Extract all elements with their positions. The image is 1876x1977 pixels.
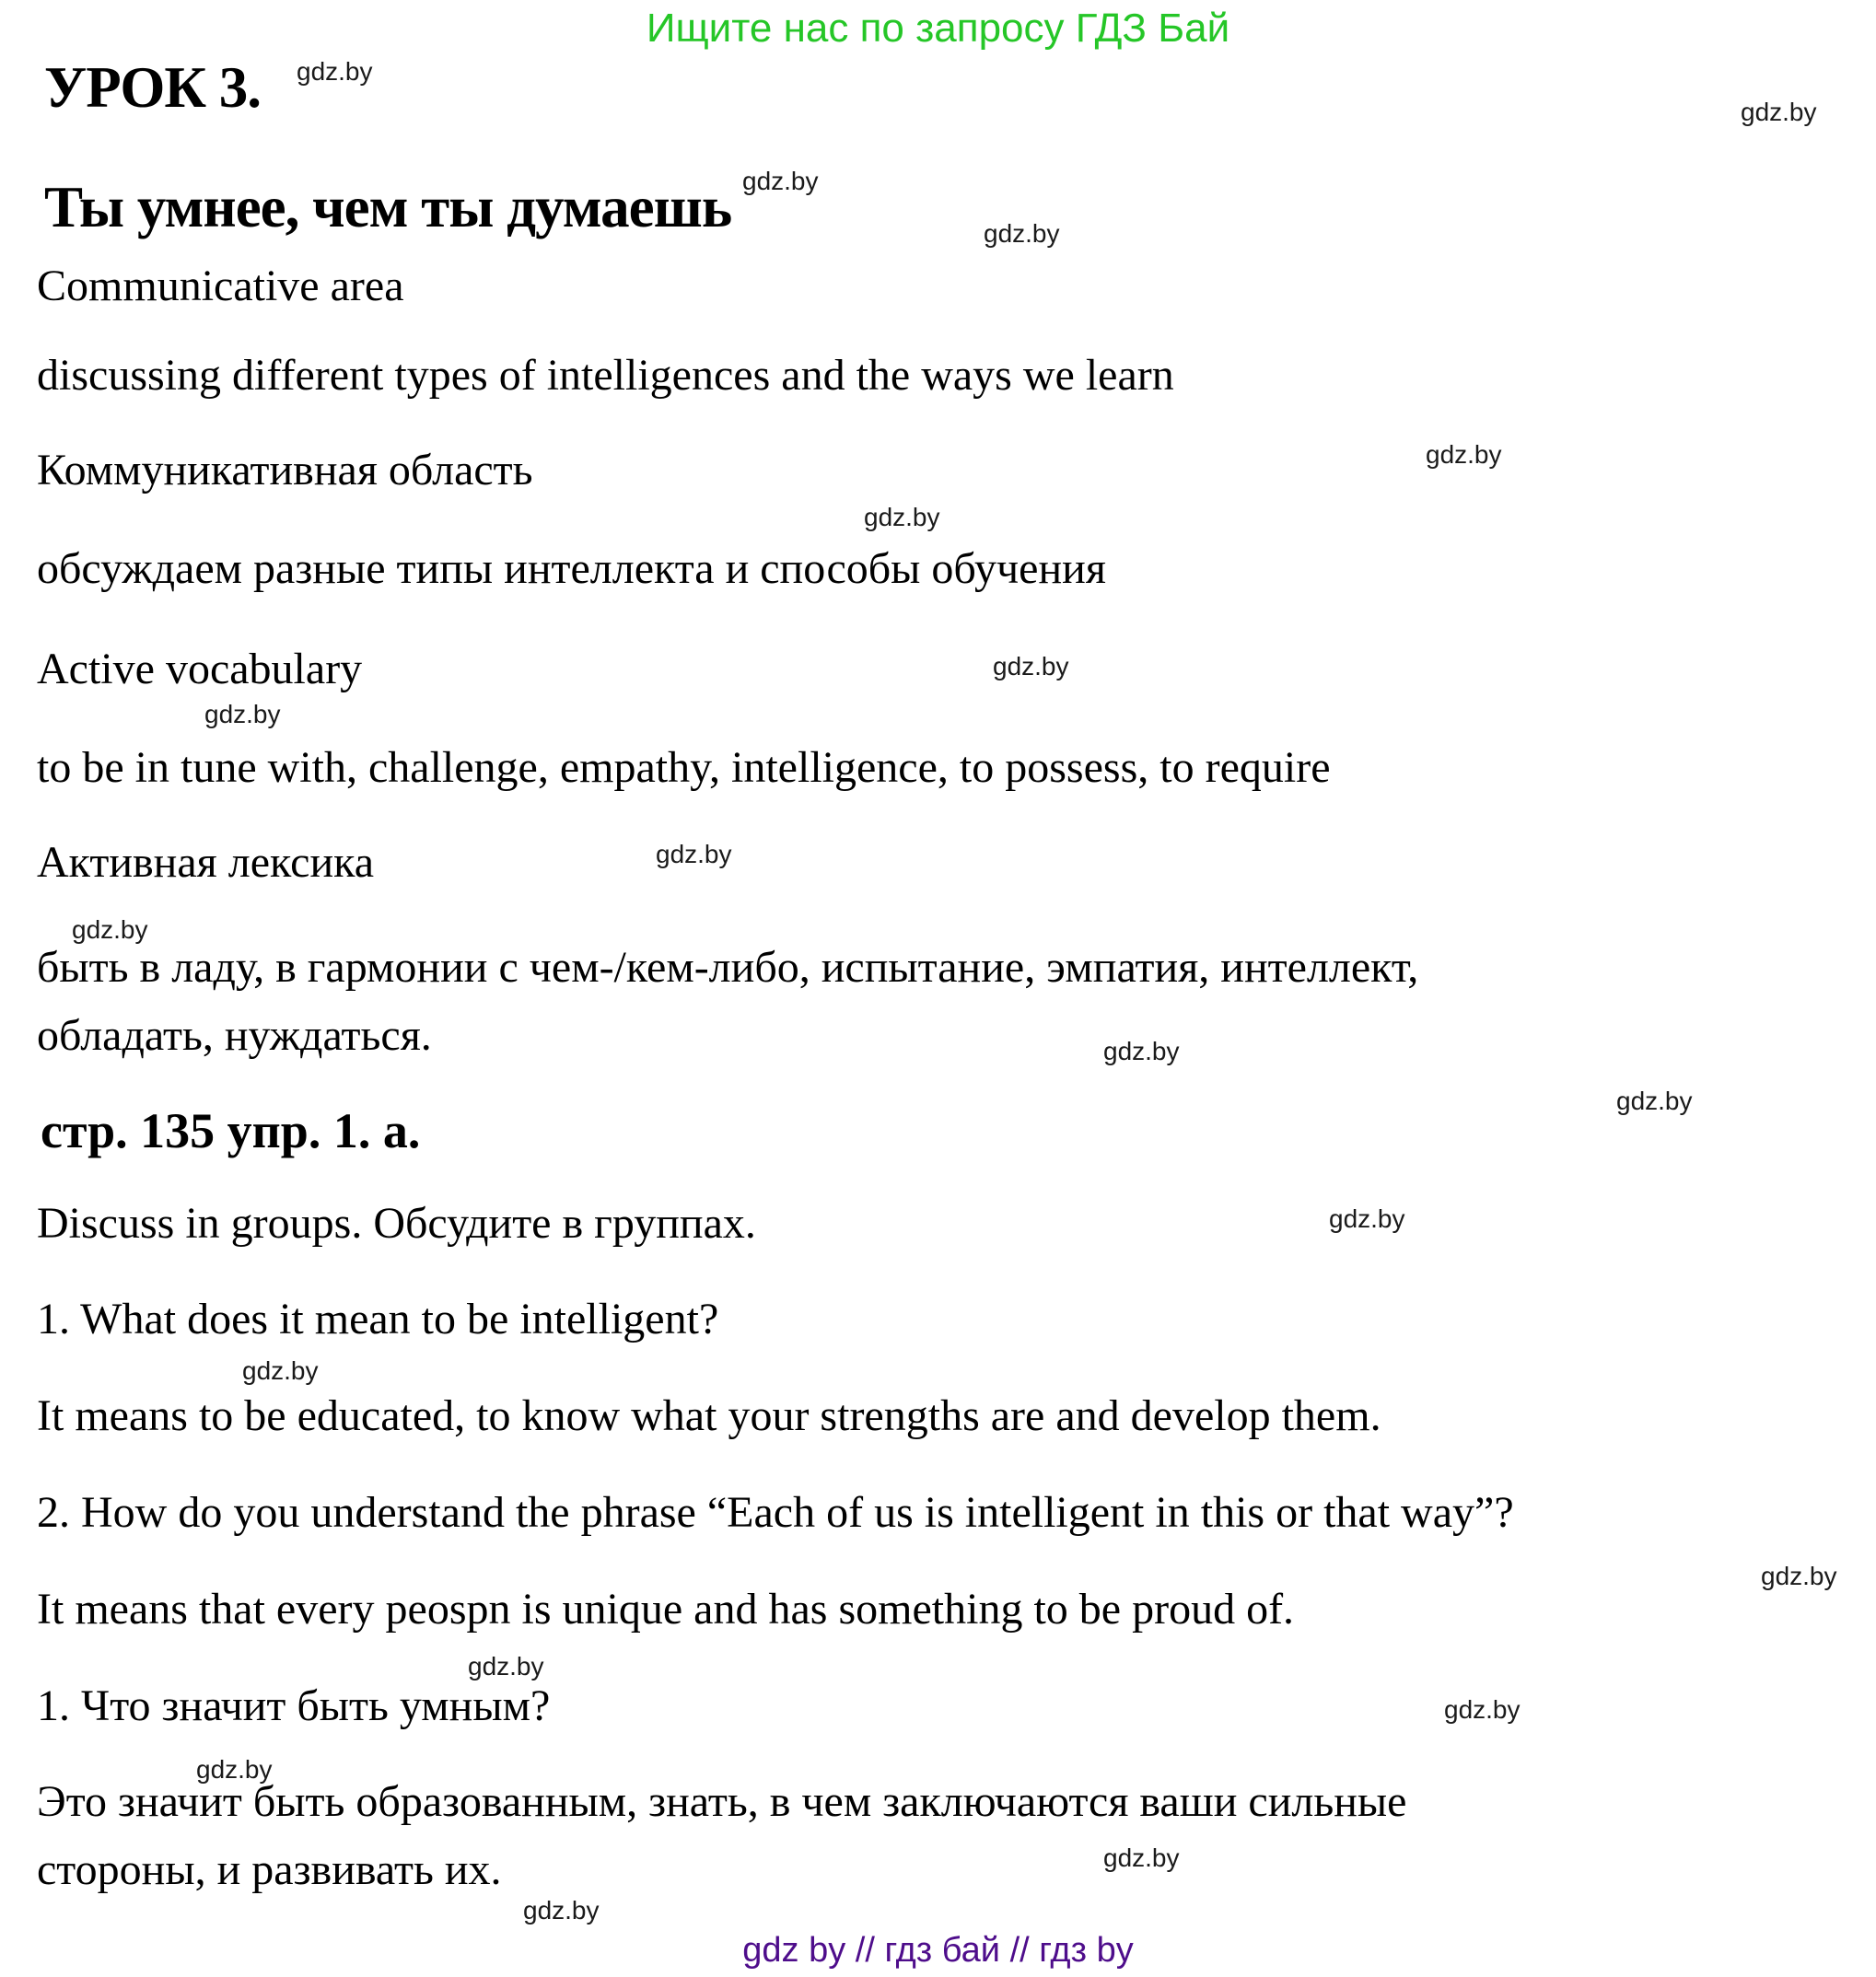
text-line: Active vocabulary xyxy=(37,645,363,693)
text-line: It means to be educated, to know what your strengths are and develop them. xyxy=(37,1391,1381,1440)
text-line: to be in tune with, challenge, empathy, intelligence, to possess, to require xyxy=(37,743,1331,792)
heading-line: стр. 135 упр. 1. а. xyxy=(41,1103,421,1158)
gdz-watermark: gdz.by xyxy=(742,167,819,195)
promo-banner: Ищите нас по запросу ГДЗ Бай xyxy=(646,6,1230,51)
heading-line: Ты умнее, чем ты думаешь xyxy=(44,175,732,239)
gdz-watermark: gdz.by xyxy=(1761,1562,1837,1590)
text-line: Discuss in groups. Обсудите в группах. xyxy=(37,1199,756,1248)
text-line: discussing different types of intelligences and the ways we learn xyxy=(37,351,1174,400)
text-line: обсуждаем разные типы интеллекта и способы обучения xyxy=(37,544,1106,593)
gdz-watermark: gdz.by xyxy=(1616,1087,1693,1115)
gdz-watermark: gdz.by xyxy=(864,503,940,531)
text-line: Активная лексика xyxy=(37,838,375,887)
text-line: Это значит быть образованным, знать, в чем заключаются ваши сильные xyxy=(37,1777,1407,1826)
gdz-watermark: gdz.by xyxy=(993,652,1069,680)
text-line: 1. What does it mean to be intelligent? xyxy=(37,1295,719,1343)
footer-watermark-line: gdz by // гдз бай // гдз by xyxy=(742,1931,1134,1970)
text-line: стороны, и развивать их. xyxy=(37,1845,502,1894)
gdz-watermark: gdz.by xyxy=(1329,1204,1405,1233)
text-line: обладать, нуждаться. xyxy=(37,1011,432,1060)
gdz-watermark: gdz.by xyxy=(204,700,281,728)
gdz-watermark: gdz.by xyxy=(297,57,373,86)
gdz-watermark: gdz.by xyxy=(196,1755,273,1784)
gdz-watermark: gdz.by xyxy=(1103,1037,1180,1065)
gdz-watermark: gdz.by xyxy=(468,1652,544,1680)
gdz-watermark: gdz.by xyxy=(523,1896,600,1925)
text-line: Коммуникативная область xyxy=(37,446,533,494)
gdz-watermark: gdz.by xyxy=(1103,1843,1180,1872)
gdz-watermark: gdz.by xyxy=(242,1356,319,1385)
gdz-watermark: gdz.by xyxy=(1741,98,1817,126)
text-line: 2. How do you understand the phrase “Each of us is intelligent in this or that way”? xyxy=(37,1488,1514,1537)
gdz-watermark: gdz.by xyxy=(656,840,732,868)
gdz-watermark: gdz.by xyxy=(1426,440,1502,469)
text-line: 1. Что значит быть умным? xyxy=(37,1681,551,1730)
gdz-watermark: gdz.by xyxy=(72,915,148,944)
heading-line: УРОК 3. xyxy=(44,55,262,120)
gdz-watermark: gdz.by xyxy=(1444,1695,1521,1724)
gdz-watermark: gdz.by xyxy=(984,219,1060,248)
text-line: It means that every peospn is unique and has something to be proud of. xyxy=(37,1585,1295,1634)
text-line: быть в ладу, в гармонии с чем-/кем-либо, испытание, эмпатия, интеллект, xyxy=(37,943,1419,992)
text-line: Communicative area xyxy=(37,262,404,310)
